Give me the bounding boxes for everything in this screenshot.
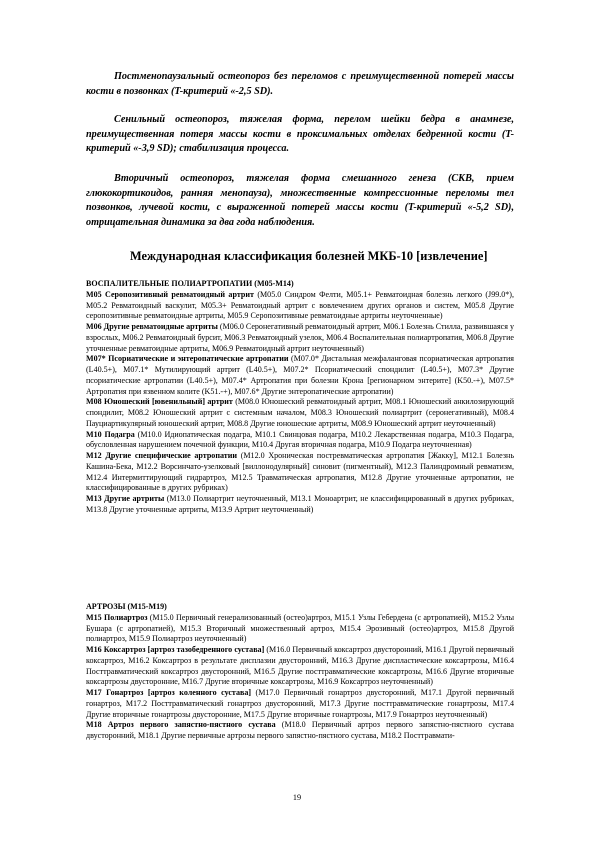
entry-text: (М16.0 Первичный коксартроз двусторонний, М16.1 Другой первичный коксартроз, М16.2 Коксартроз в результате дисплазии двусторонний, М16.3 Другие диспластические коксартрозы, М16.4 Посттравматический коксартроз двусторонний, М16.5 Другие посттравматические коксартрозы, М16.6 Другие вторичные коксартрозы двусторонние, М16.7 Другие вторичные коксартрозы, М16.9 Коксартроз неуточненный) xyxy=(86,645,514,687)
icd-entry-m18 xyxy=(86,720,514,742)
icd-entry-m12 xyxy=(86,451,514,494)
entry-text: (М17.0 Первичный гонартроз двусторонний, М17.1 Другой первичный гонартроз, М17.2 Посттравматический гонартроз двусторонний, М17.3 Другие посттравматические гонартрозы, М17.4 Другие вторичные гонартрозы двусторонние, М17.5 Другие вторичные гонартрозы, М17.9 Гонартроз неуточненный) xyxy=(86,688,514,719)
entry-text: (М10.0 Идиопатическая подагра, М10.1 Свинцовая подагра, М10.2 Лекарственная подагра, М10.3 Подагра, обусловленная нарушением почечной функции, М10.4 Другая вторичная подагра, М10.9 Подагра неуточненная) xyxy=(86,429,515,450)
entry-code: М15 Полиартроз xyxy=(86,612,148,622)
entry-code: М16 Коксартроз [артроз тазобедренного сустава] xyxy=(86,645,265,654)
entry-text: (М13.0 Полиартрит неуточненный, М13.1 Моноартрит, не классифицированный в других рубриках, М13.8 Другие уточненные артриты, М13.9 Артрит неуточненный) xyxy=(86,494,514,514)
entry-text: (М07.0* Дистальная межфаланговая псориатическая артропатия (L40.5+), М07.1* Мутилирующий артрит (L40.5+), М07.2* Псориатический спондилит (L40.5+), М07.3* Другие псориатические артропатии (L40.5+), М07.4* Артропатия при болезни Крона [регионарном энтерите] (K50.-+), М07.5* Артропатия при язвенном колите (K51.-+), М07.6* Другие энтеропатические артропатии) xyxy=(86,354,514,396)
entry-code: М08 Юношеский [ювенильный] артрит xyxy=(86,397,233,407)
icd-entry-m15 xyxy=(86,613,514,645)
entry-text: (М05.0 Синдром Фелти, М05.1+ Ревматоидная болезнь легкого (J99.0*), М05.2 Ревматоидный васкулит, М05.3+ Ревматоидный артрит с вовлечением других органов и систем, М05.8 Другие серопозитивные ревматоидные артриты, М05.9 Серопозитивные ревматоидные артриты неуточненные) xyxy=(86,289,514,321)
icd-entry-m06 xyxy=(86,322,514,354)
icd-entry-m17 xyxy=(86,688,514,720)
entry-text: (М18.0 Первичный артроз первого запястно-пястного сустава двусторонний, М18.1 Другие первичные артрозы первого запястно-пястного сустава, М18.2 Посттравмати- xyxy=(86,720,514,740)
diagnosis-example-3: Вторичный остеопороз, тяжелая форма смешанного генеза (СКВ, прием глюкокортикоидов, ранняя менопауза), множественные компрессионные переломы тел позвонков, лучевой кости, с выраженной потерей массы кости (T-критерий «-5,2 SD), отрицательная динамика за два года наблюдения. xyxy=(86,173,514,228)
icd-entry-m07 xyxy=(86,354,514,397)
diagnosis-example-2: Сенильный остеопороз, тяжелая форма, перелом шейки бедра в анамнезе, преимущественная потеря массы кости в проксимальных отделах бедренной кости (T-критерий «-3,9 SD); стабилизация процесса. xyxy=(86,114,514,155)
section-inflammatory-polyarthropathies xyxy=(86,279,514,516)
page-number: 19 xyxy=(292,793,302,802)
entry-text: (М12.0 Хроническая постревматическая артропатия [Жакку], М12.1 Болезнь Кашина-Бека, М12.2 Ворсинчато-узелковый [виллонодулярный] синовит (пигментный), М12.3 Палиндромный ревматизм, М12.4 Интермиттирующий гидрартроз, М12.5 Травматическая артропатия, М12.8 Другие уточненные артропатии, не классифицированные в других рубриках) xyxy=(86,451,514,493)
entry-code: М07* Псориатические и энтеропатические артропатии xyxy=(86,354,289,364)
entry-code: М12 Другие специфические артропатии xyxy=(86,451,238,460)
icd-entry-m13 xyxy=(86,494,514,516)
section-arthroses xyxy=(86,602,514,742)
entry-code: М10 Подагра xyxy=(86,429,135,439)
entry-code: М05 Серопозитивный ревматоидный артрит xyxy=(86,289,254,299)
icd-entry-m16 xyxy=(86,645,514,688)
entry-code: М18 Артроз первого запястно-пястного сустава xyxy=(86,720,276,730)
icd-entry-m05 xyxy=(86,290,514,322)
entry-code: М06 Другие ревматоидные артриты xyxy=(86,322,218,331)
entry-text: (М15.0 Первичный генерализованный (остео)артроз, М15.1 Узлы Гебердена (с артропатией), М15.2 Узлы Бушара (с артропатией), М15.3 Вторичный множественный артроз, М15.4 Эрозивный (остео)артроз, М15.8 Другой полиартроз, М15.9 Полиартроз неуточненный) xyxy=(86,612,514,644)
section-title: АРТРОЗЫ (М15-М19) xyxy=(86,602,167,611)
entry-text: (М08.0 Юношеский ревматоидный артрит, М08.1 Юношеский анкилозирующий спондилит, М08.2 Юношеский артрит с системным началом, М08.3 Юношеский полиартрит (серонегативный), М08.4 Пауциартикулярный юношеский артрит, М08.8 Другие юношеские артриты, М08.9 Юношеский артрит неуточненный) xyxy=(86,397,515,428)
icd-entry-m08 xyxy=(86,397,514,429)
entry-code: М17 Гонартроз [артроз коленного сустава] xyxy=(86,688,252,697)
section-heading: Международная классификация болезней МКБ-10 [извлечение] xyxy=(130,249,488,263)
icd-entry-m10 xyxy=(86,430,514,452)
entry-text: (М06.0 Серонегативный ревматоидный артрит, М06.1 Болезнь Стилла, развившаяся у взрослых, М06.2 Ревматоидный бурсит, М06.3 Ревматоидный узелок, М06.4 Воспалительная полиартропатия, М06.8 Другие уточненные ревматоидные артриты, М06.9 Ревматоидный артрит неуточненный) xyxy=(86,322,514,353)
diagnosis-example-1: Постменопаузальный остеопороз без переломов с преимущественной потерей массы кости в позвонках (T-критерий «-2,5 SD). xyxy=(86,71,514,97)
section-title: ВОСПАЛИТЕЛЬНЫЕ ПОЛИАРТРОПАТИИ (М05-М14) xyxy=(86,279,294,288)
entry-code: М13 Другие артриты xyxy=(86,494,165,503)
